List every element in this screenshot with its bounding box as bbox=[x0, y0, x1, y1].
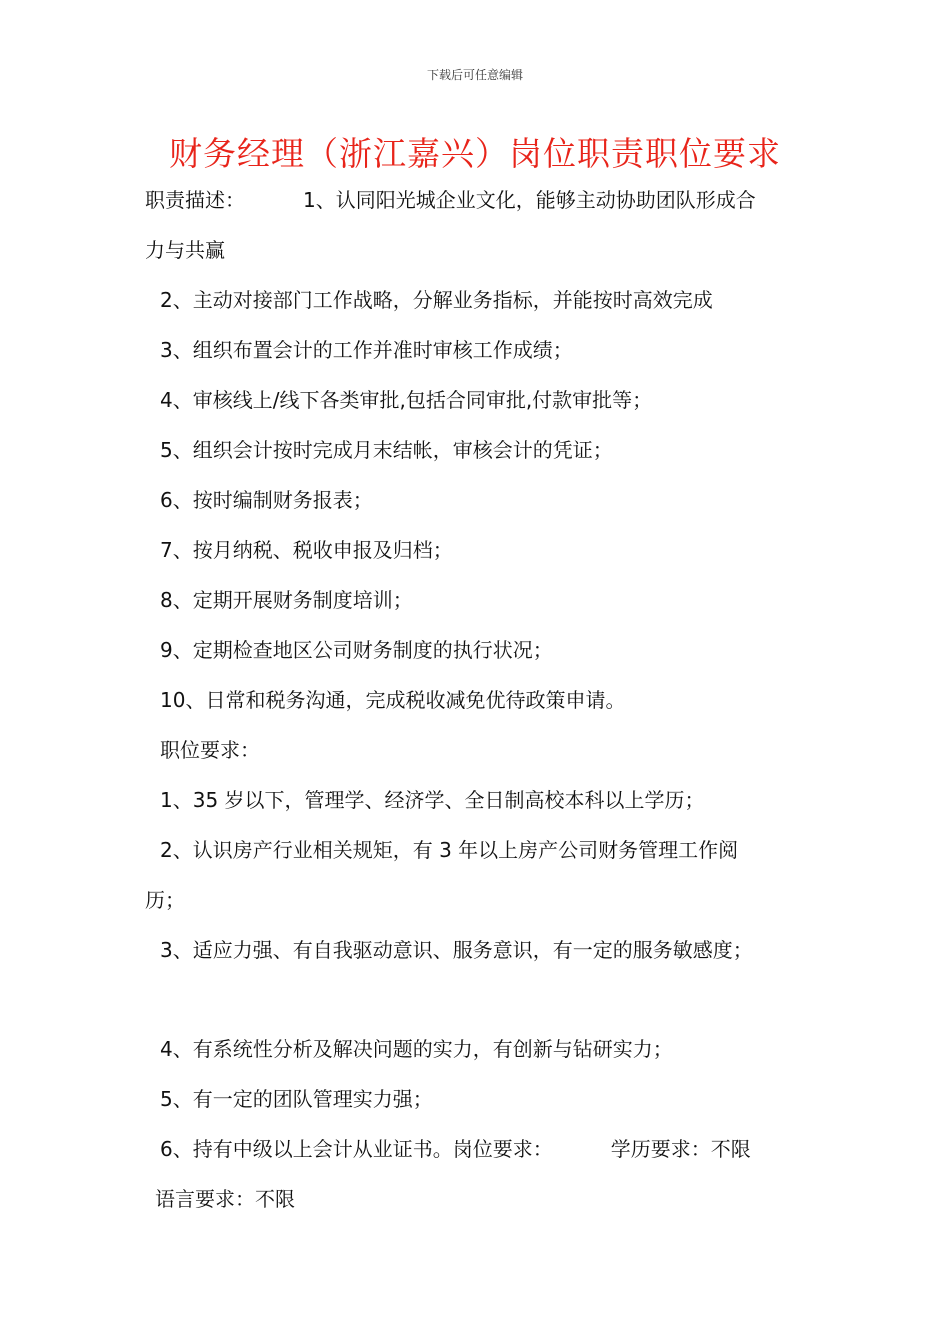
duty-item-3: 3、组织布置会计的工作并准时审核工作成绩； bbox=[160, 338, 573, 362]
requirements-label: 职位要求： bbox=[160, 738, 260, 762]
requirement-item-5: 5、有一定的团队管理实力强； bbox=[160, 1087, 433, 1111]
duty-item-5: 5、组织会计按时完成月末结帐，审核会计的凭证； bbox=[160, 438, 613, 462]
requirement-item-6: 6、持有中级以上会计从业证书。岗位要求： bbox=[160, 1137, 553, 1161]
duties-first-line bbox=[145, 186, 756, 214]
duties-label: 职责描述： bbox=[145, 188, 245, 212]
duty-item-2: 2、主动对接部门工作战略，分解业务指标，并能按时高效完成 bbox=[160, 288, 713, 312]
header-note: 下载后可任意编辑 bbox=[426, 68, 523, 82]
duty-item-9: 9、定期检查地区公司财务制度的执行状况； bbox=[160, 638, 553, 662]
requirement-item-2-continued: 历； bbox=[145, 888, 185, 912]
duty-item-1-continued: 力与共赢 bbox=[145, 238, 225, 262]
duty-item-1: 1、认同阳光城企业文化，能够主动协助团队形成合 bbox=[303, 188, 756, 212]
requirement-item-1: 1、35 岁以下，管理学、经济学、全日制高校本科以上学历； bbox=[160, 788, 705, 812]
duty-item-4: 4、审核线上/线下各类审批,包括合同审批,付款审批等； bbox=[160, 388, 653, 412]
requirement-item-4: 4、有系统性分析及解决问题的实力，有创新与钻研实力； bbox=[160, 1037, 673, 1061]
document-title: 财务经理（浙江嘉兴）岗位职责职位要求 bbox=[169, 134, 781, 173]
requirement-item-6-line bbox=[160, 1135, 751, 1163]
duty-item-7: 7、按月纳税、税收申报及归档； bbox=[160, 538, 453, 562]
duty-item-8: 8、定期开展财务制度培训； bbox=[160, 588, 413, 612]
education-requirement: 学历要求：不限 bbox=[610, 1137, 751, 1161]
duty-item-10: 10、日常和税务沟通，完成税收减免优待政策申请。 bbox=[160, 688, 626, 712]
requirement-item-2: 2、认识房产行业相关规矩，有 3 年以上房产公司财务管理工作阅 bbox=[160, 838, 739, 862]
duty-item-6: 6、按时编制财务报表； bbox=[160, 488, 373, 512]
language-requirement: 语言要求：不限 bbox=[155, 1187, 295, 1211]
requirement-item-3: 3、适应力强、有自我驱动意识、服务意识，有一定的服务敏感度； bbox=[160, 938, 753, 962]
